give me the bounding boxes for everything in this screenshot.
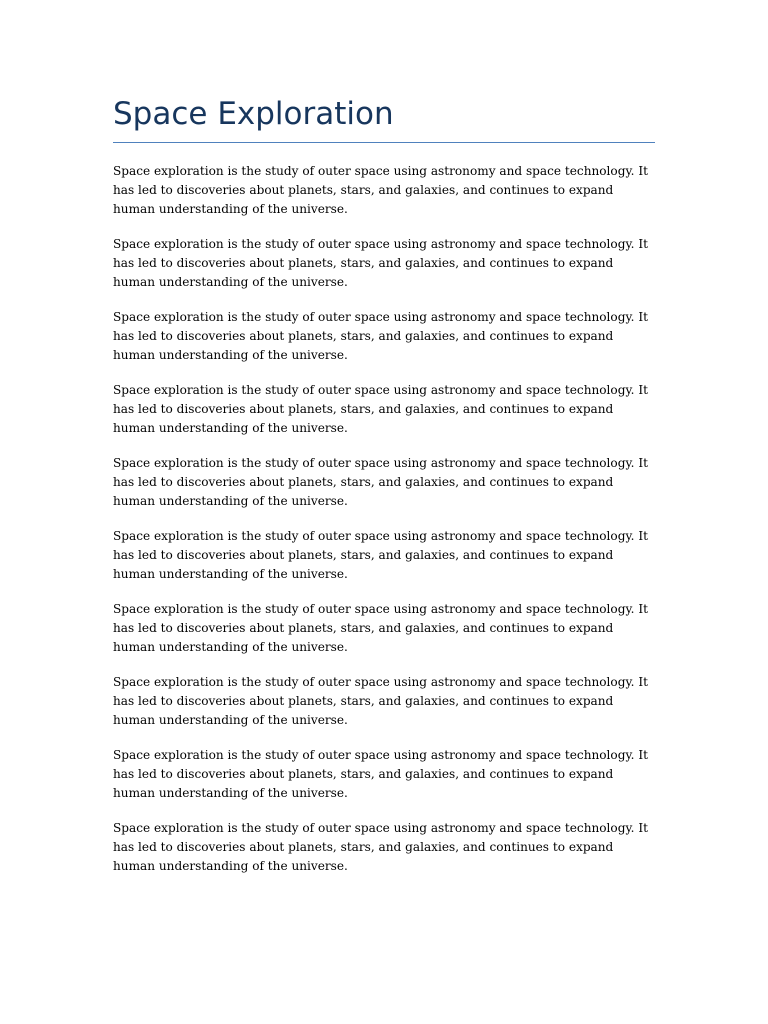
- body-paragraph: Space exploration is the study of outer space using astronomy and space technology. It has led to discoveries about planets, stars, and galaxies, and continues to expand human understanding of the universe.: [113, 821, 648, 874]
- body-paragraph: Space exploration is the study of outer space using astronomy and space technology. It has led to discoveries about planets, stars, and galaxies, and continues to expand human understanding of the universe.: [113, 602, 648, 655]
- body-paragraph: Space exploration is the study of outer space using astronomy and space technology. It has led to discoveries about planets, stars, and galaxies, and continues to expand human understanding of the universe.: [113, 237, 648, 290]
- document-title: Space Exploration: [113, 94, 655, 143]
- body-paragraph: Space exploration is the study of outer space using astronomy and space technology. It has led to discoveries about planets, stars, and galaxies, and continues to expand human understanding of the universe.: [113, 675, 648, 728]
- body-paragraph: Space exploration is the study of outer space using astronomy and space technology. It has led to discoveries about planets, stars, and galaxies, and continues to expand human understanding of the universe.: [113, 383, 648, 436]
- body-paragraph: Space exploration is the study of outer space using astronomy and space technology. It has led to discoveries about planets, stars, and galaxies, and continues to expand human understanding of the universe.: [113, 529, 648, 582]
- paragraph-list: [113, 162, 655, 877]
- body-paragraph: Space exploration is the study of outer space using astronomy and space technology. It has led to discoveries about planets, stars, and galaxies, and continues to expand human understanding of the universe.: [113, 748, 648, 801]
- document-body: [113, 94, 655, 892]
- body-paragraph: Space exploration is the study of outer space using astronomy and space technology. It has led to discoveries about planets, stars, and galaxies, and continues to expand human understanding of the universe.: [113, 456, 648, 509]
- body-paragraph: Space exploration is the study of outer space using astronomy and space technology. It has led to discoveries about planets, stars, and galaxies, and continues to expand human understanding of the universe.: [113, 164, 648, 217]
- body-paragraph: Space exploration is the study of outer space using astronomy and space technology. It has led to discoveries about planets, stars, and galaxies, and continues to expand human understanding of the universe.: [113, 310, 648, 363]
